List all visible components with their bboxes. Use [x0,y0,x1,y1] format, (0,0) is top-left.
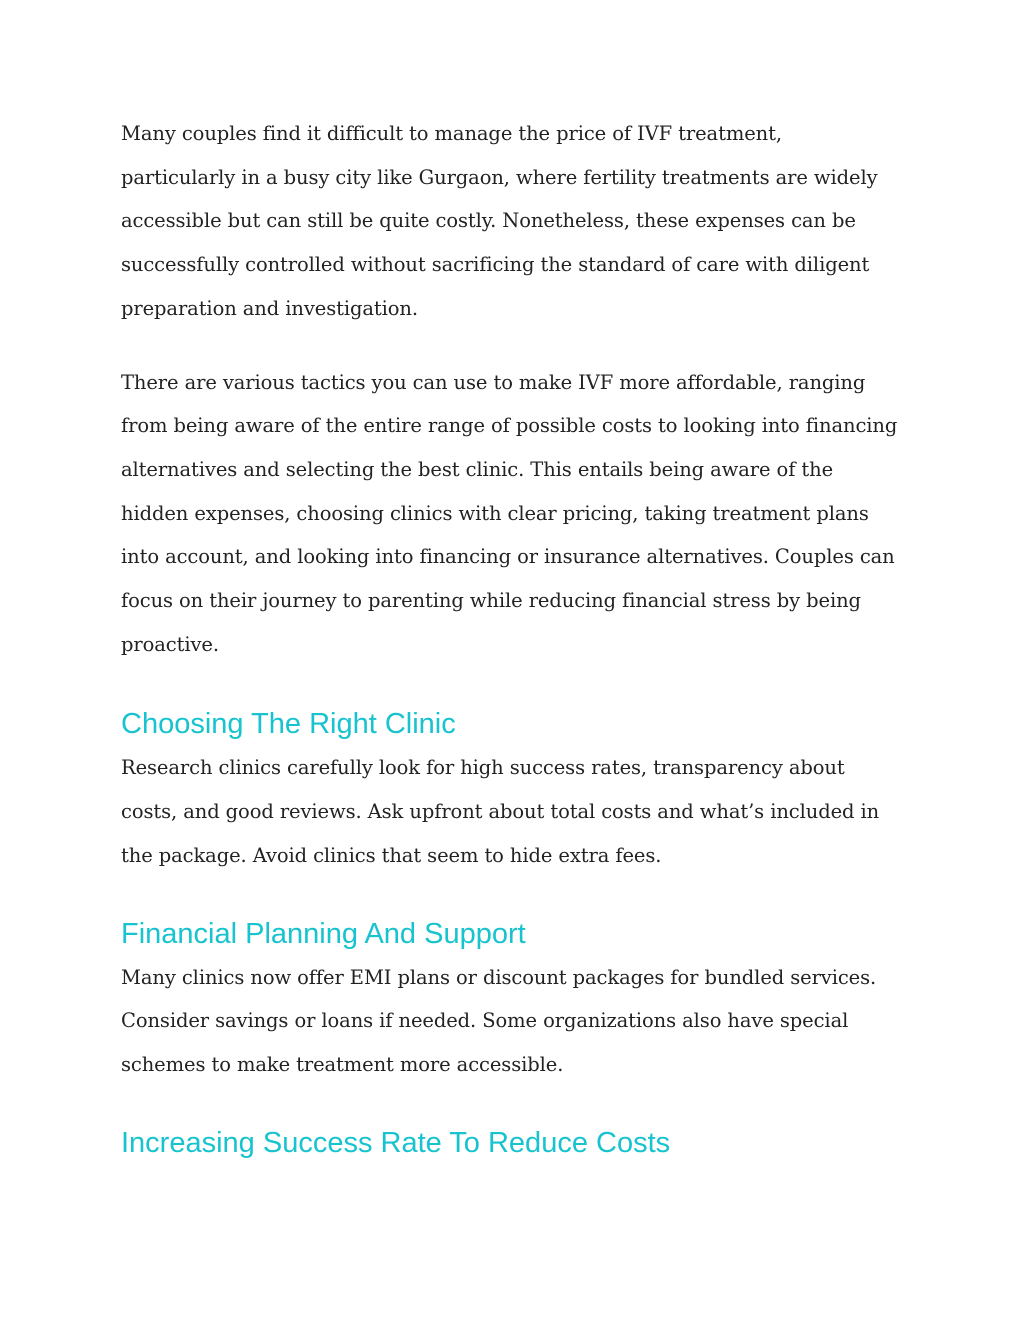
text-line: particularly in a busy city like Gurgaon, where fertility treatments are widely [121,165,878,189]
text-line: into account, and looking into financing or insurance alternatives. Couples can [121,545,895,569]
text-line: successfully controlled without sacrificing the standard of care with diligent [121,253,870,277]
text-line: Research clinics carefully look for high success rates, transparency about [121,756,845,780]
section-financial-planning [121,916,921,1087]
text-line: schemes to make treatment more accessible. [121,1052,564,1076]
section-paragraph [121,956,921,1087]
text-line: alternatives and selecting the best clinic. This entails being aware of the [121,457,834,481]
text-line: There are various tactics you can use to make IVF more affordable, ranging [121,370,866,394]
text-line: hidden expenses, choosing clinics with clear pricing, taking treatment plans [121,501,869,525]
text-line: costs, and good reviews. Ask upfront about total costs and what’s included in [121,800,880,824]
text-line: Many clinics now offer EMI plans or discount packages for bundled services. [121,965,877,989]
text-line: Many couples find it difficult to manage the price of IVF treatment, [121,122,782,145]
intro-paragraph-2 [121,361,921,667]
document-page [121,112,921,1199]
section-success-rate [121,1125,921,1161]
text-line: accessible but can still be quite costly. Nonetheless, these expenses can be [121,209,856,233]
text-line: the package. Avoid clinics that seem to hide extra fees. [121,843,662,867]
intro-paragraph-1 [121,112,921,331]
section-choosing-clinic [121,706,921,877]
section-heading: Financial Planning And Support [121,917,526,950]
text-line: proactive. [121,632,219,656]
section-heading: Increasing Success Rate To Reduce Costs [121,1126,671,1159]
text-line: preparation and investigation. [121,296,418,320]
text-line: from being aware of the entire range of possible costs to looking into financing [121,414,898,438]
section-heading: Choosing The Right Clinic [121,708,456,741]
text-line: focus on their journey to parenting while reducing financial stress by being [121,589,861,613]
text-line: Consider savings or loans if needed. Some organizations also have special [121,1009,849,1033]
section-paragraph [121,746,921,877]
